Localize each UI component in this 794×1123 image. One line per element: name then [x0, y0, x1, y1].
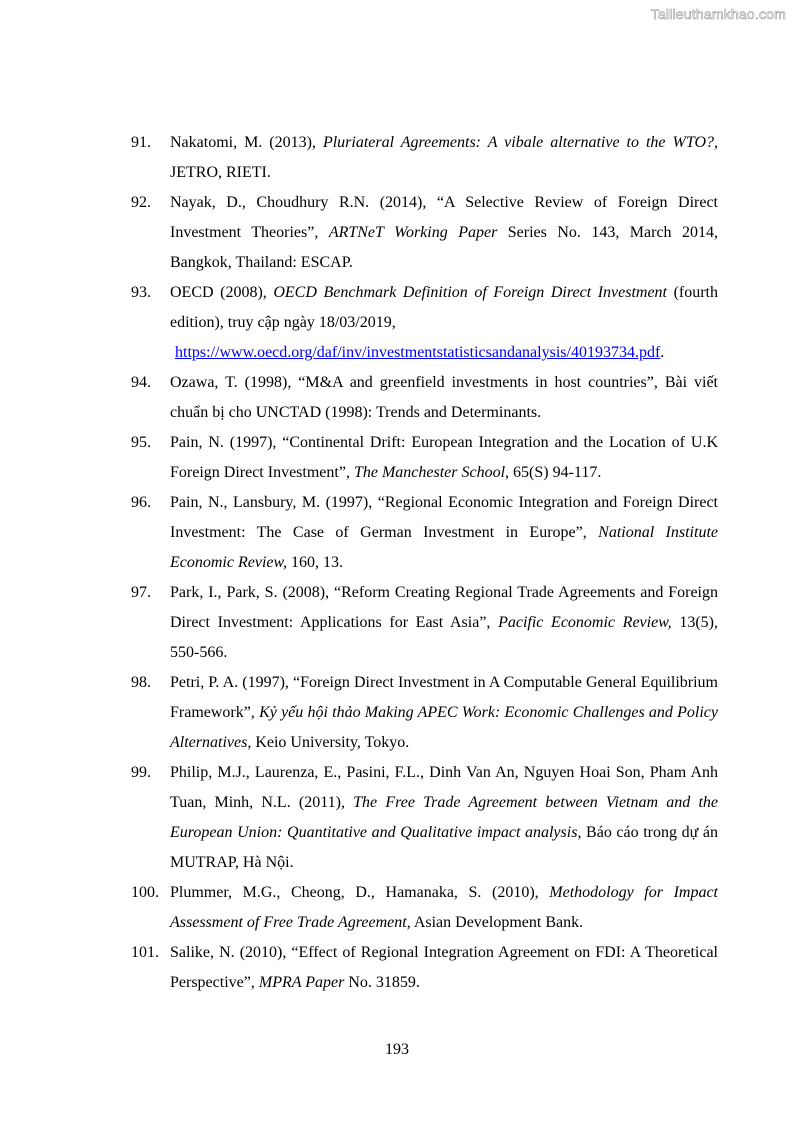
reference-number: 98. — [131, 674, 151, 691]
reference-journal: National Institute Economic Review, — [170, 524, 718, 571]
watermark: Tailieuthamkhao.com — [650, 6, 786, 22]
reference-source: , JETRO, RIETI. — [170, 134, 718, 181]
reference-text: Ozawa, T. (1998), “M&A and greenfield investments in host countries”, Bài viết chuẩn bị cho UNCTAD (1998): Trends and Determinants. — [170, 374, 718, 421]
reference-number: 95. — [131, 434, 151, 451]
reference-item — [131, 488, 718, 578]
page-number: 193 — [385, 1041, 409, 1058]
reference-item — [131, 938, 718, 998]
reference-details: , Keio University, Tokyo. — [247, 734, 410, 751]
reference-url-suffix: . — [660, 344, 665, 361]
reference-title: Methodology for Impact Assessment of Free Trade Agreement, — [170, 884, 718, 931]
reference-author-year: Philip, M.J., Laurenza, E., Pasini, F.L., Dinh Van An, Nguyen Hoai Son, Pham Anh Tuan, Minh, N.L. (2011), — [170, 764, 718, 811]
reference-number: 100. — [131, 884, 159, 901]
reference-number: 99. — [131, 764, 151, 781]
reference-item — [131, 278, 718, 368]
reference-journal: Pacific Economic Review, — [498, 614, 672, 631]
reference-title: OECD Benchmark Definition of Foreign Direct Investment — [273, 284, 667, 301]
reference-details: , Báo cáo trong dự án MUTRAP, Hà Nội. — [170, 824, 718, 871]
reference-journal: The Manchester School — [353, 464, 506, 481]
reference-details: 160, 13. — [286, 554, 343, 571]
reference-details: , 65(S) 94-117. — [505, 464, 602, 481]
reference-number: 94. — [131, 374, 151, 391]
reference-details: (fourth edition), truy cập ngày 18/03/2019, — [170, 284, 718, 331]
reference-journal: ARTNeT Working Paper — [328, 224, 498, 241]
reference-url-link[interactable]: https://www.oecd.org/daf/inv/investmentstatisticsandanalysis/40193734.pdf — [175, 344, 661, 361]
reference-item — [131, 428, 718, 488]
reference-author-year: Nakatomi, M. (2013), — [170, 134, 323, 151]
reference-details: Series No. 143, March 2014, Bangkok, Thailand: ESCAP. — [170, 224, 719, 271]
reference-item — [131, 878, 718, 938]
reference-number: 96. — [131, 494, 151, 511]
reference-item — [131, 758, 718, 878]
reference-number: 101. — [131, 944, 159, 961]
reference-item — [131, 188, 718, 278]
reference-journal: MPRA Paper — [258, 974, 345, 991]
reference-number: 91. — [131, 134, 151, 151]
reference-author-year: OECD (2008), — [170, 284, 274, 301]
reference-proceedings: Kỷ yếu hội thảo Making APEC Work: Economic Challenges and Policy Alternatives — [170, 704, 719, 751]
reference-number: 97. — [131, 584, 151, 601]
reference-details: No. 31859. — [344, 974, 420, 991]
reference-item — [131, 368, 718, 428]
reference-author-title: Pain, N., Lansbury, M. (1997), “Regional Economic Integration and Foreign Direct Investment: The Case of German Investment in Europe”, — [170, 494, 718, 541]
reference-author-title: Salike, N. (2010), “Effect of Regional Integration Agreement on FDI: A Theoretical Perspective”, — [170, 944, 718, 991]
reference-author-title: Pain, N. (1997), “Continental Drift: European Integration and the Location of U.K Foreign Direct Investment”, — [170, 434, 718, 481]
reference-author-title: Petri, P. A. (1997), “Foreign Direct Investment in A Computable General Equilibrium Framework”, — [170, 674, 718, 721]
reference-title: The Free Trade Agreement between Vietnam and the European Union: Quantitative and Qualitative impact analysis — [170, 794, 718, 841]
reference-title: Pluriateral Agreements: A vibale alternative to the WTO? — [322, 134, 714, 151]
reference-details: 13(5), 550-566. — [170, 614, 718, 661]
reference-item — [131, 578, 718, 668]
reference-item — [131, 668, 718, 758]
reference-author-title: Nayak, D., Choudhury R.N. (2014), “A Selective Review of Foreign Direct Investment Theories”, — [170, 194, 718, 241]
reference-item — [131, 128, 718, 188]
reference-list — [131, 128, 718, 998]
reference-author-title: Park, I., Park, S. (2008), “Reform Creating Regional Trade Agreements and Foreign Direct Investment: Applications for East Asia”, — [170, 584, 718, 631]
reference-publisher: Asian Development Bank. — [410, 914, 584, 931]
reference-number: 93. — [131, 284, 151, 301]
reference-number: 92. — [131, 194, 151, 211]
reference-author-year: Plummer, M.G., Cheong, D., Hamanaka, S. (2010), — [170, 884, 550, 901]
